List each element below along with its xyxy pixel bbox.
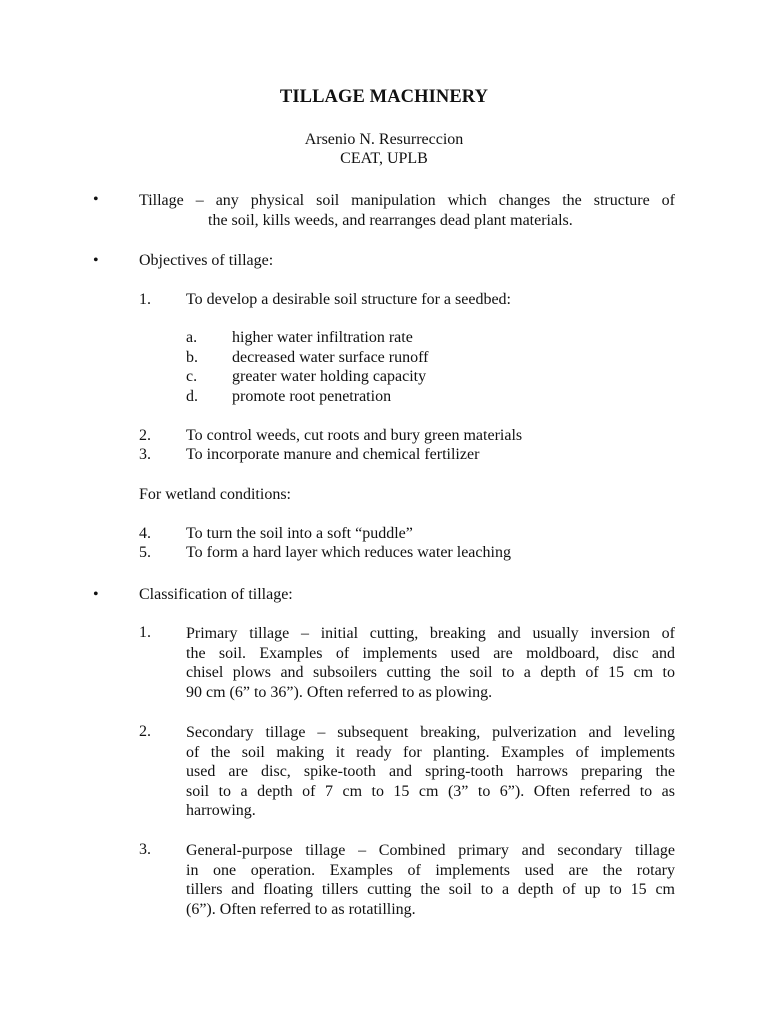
author-affiliation: CEAT, UPLB (340, 150, 428, 167)
classification-line: soil to a depth of 7 cm to 15 cm (3” to 6”). Often referred to as (186, 782, 675, 800)
objective-text: To incorporate manure and chemical fertilizer (186, 446, 480, 463)
objective-number: 1. (139, 291, 151, 308)
seedbed-item-letter: d. (186, 388, 198, 405)
classification-number: 1. (139, 624, 151, 641)
bullet-marker: • (93, 191, 99, 208)
tillage-definition-line: Tillage – any physical soil manipulation which changes the structure of (139, 192, 675, 209)
objective-text: To form a hard layer which reduces water leaching (186, 544, 511, 561)
seedbed-item-letter: a. (186, 329, 198, 346)
objective-text: To develop a desirable soil structure for a seedbed: (186, 291, 511, 308)
objectives-heading: Objectives of tillage: (139, 252, 274, 269)
objective-text: To turn the soil into a soft “puddle” (186, 525, 413, 542)
seedbed-item-text: higher water infiltration rate (232, 329, 413, 346)
classification-paragraph (186, 723, 675, 821)
classification-number: 3. (139, 841, 151, 858)
objective-text: To control weeds, cut roots and bury green materials (186, 427, 523, 444)
objective-number: 5. (139, 544, 151, 561)
classification-line: Primary tillage – initial cutting, breaking and usually inversion of (186, 625, 675, 642)
classification-line: 90 cm (6” to 36”). Often referred to as plowing. (186, 683, 493, 701)
seedbed-item-text: decreased water surface runoff (232, 349, 429, 366)
seedbed-item-text: greater water holding capacity (232, 368, 427, 385)
seedbed-item-letter: b. (186, 349, 198, 366)
tillage-definition-line: the soil, kills weeds, and rearranges dead plant materials. (208, 211, 573, 229)
classification-line: of the soil making it ready for planting. Examples of implements (186, 743, 675, 761)
classification-heading: Classification of tillage: (139, 586, 293, 603)
bullet-marker: • (93, 586, 99, 603)
classification-line: (6”). Often referred to as rotatilling. (186, 900, 416, 918)
classification-line: the soil. Examples of implements used are moldboard, disc and (186, 644, 675, 662)
classification-number: 2. (139, 723, 151, 740)
document-title: TILLAGE MACHINERY (279, 87, 489, 107)
seedbed-item-letter: c. (186, 368, 198, 385)
seedbed-item-text: promote root penetration (232, 388, 392, 405)
classification-paragraph (186, 841, 675, 919)
wetland-heading: For wetland conditions: (139, 486, 291, 503)
classification-line: chisel plows and subsoilers cutting the soil to a depth of 15 cm to (186, 664, 675, 682)
classification-line: harrowing. (186, 802, 256, 820)
classification-line: General-purpose tillage – Combined primary and secondary tillage (186, 842, 675, 859)
objective-number: 2. (139, 427, 151, 444)
classification-paragraph (186, 624, 675, 702)
tillage-definition (139, 191, 675, 230)
classification-line: Secondary tillage – subsequent breaking, pulverization and leveling (186, 724, 675, 741)
classification-line: tillers and floating tillers cutting the soil to a depth of up to 15 cm (186, 881, 675, 899)
objective-number: 4. (139, 525, 151, 542)
bullet-marker: • (93, 252, 99, 269)
objective-number: 3. (139, 446, 151, 463)
classification-line: used are disc, spike-tooth and spring-tooth harrows preparing the (186, 763, 675, 781)
author-name: Arsenio N. Resurreccion (304, 131, 464, 148)
classification-line: in one operation. Examples of implements used are the rotary (186, 861, 675, 879)
